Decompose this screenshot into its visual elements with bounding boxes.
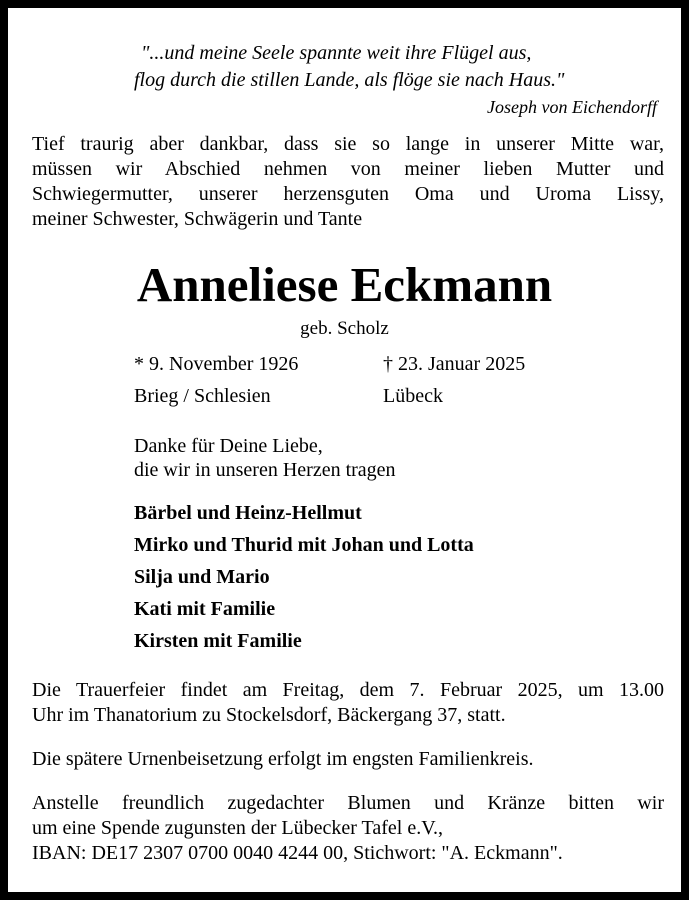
family-member: Kati mit Familie — [134, 598, 276, 620]
deceased-name: Anneliese Eckmann — [136, 257, 553, 312]
donation-line-2: um eine Spende zugunsten der Lübecker Tafel e.V., — [32, 817, 444, 839]
quote-line-1: "...und meine Seele spannte weit ihre Flügel aus, — [141, 42, 532, 64]
thanks-line-2: die wir in unseren Herzen tragen — [134, 459, 396, 481]
quote-author: Joseph von Eichendorff — [487, 97, 657, 117]
intro-line-4: meiner Schwester, Schwägerin und Tante — [32, 208, 363, 230]
family-member: Silja und Mario — [134, 566, 270, 588]
intro-line-1: Tief traurig aber dankbar, dass sie so lange in unserer Mitte war, — [32, 133, 664, 155]
donation-line-3: IBAN: DE17 2307 0700 0040 4244 00, Stichwort: "A. Eckmann". — [32, 842, 563, 864]
death-place: Lübeck — [383, 385, 443, 407]
intro-line-3: Schwiegermutter, unserer herzensguten Oma und Uroma Lissy, — [32, 183, 664, 205]
birth-date: * 9. November 1926 — [134, 353, 299, 375]
funeral-line-1: Die Trauerfeier findet am Freitag, dem 7. Februar 2025, um 13.00 — [32, 679, 664, 701]
birth-place: Brieg / Schlesien — [134, 385, 271, 407]
funeral-line-2: Uhr im Thanatorium zu Stockelsdorf, Bäckergang 37, statt. — [32, 704, 506, 726]
donation-line-1: Anstelle freundlich zugedachter Blumen und Kränze bitten wir — [32, 792, 664, 814]
family-member: Mirko und Thurid mit Johan und Lotta — [134, 534, 474, 556]
urn-burial-note: Die spätere Urnenbeisetzung erfolgt im engsten Familienkreis. — [32, 748, 534, 770]
family-member: Kirsten mit Familie — [134, 630, 302, 652]
family-member: Bärbel und Heinz-Hellmut — [134, 502, 362, 524]
quote-line-2: flog durch die stillen Lande, als flöge sie nach Haus." — [134, 69, 565, 91]
death-date: † 23. Januar 2025 — [383, 353, 526, 375]
intro-line-2: müssen wir Abschied nehmen von meiner lieben Mutter und — [32, 158, 664, 180]
thanks-line-1: Danke für Deine Liebe, — [134, 435, 323, 457]
birth-name: geb. Scholz — [300, 318, 389, 339]
